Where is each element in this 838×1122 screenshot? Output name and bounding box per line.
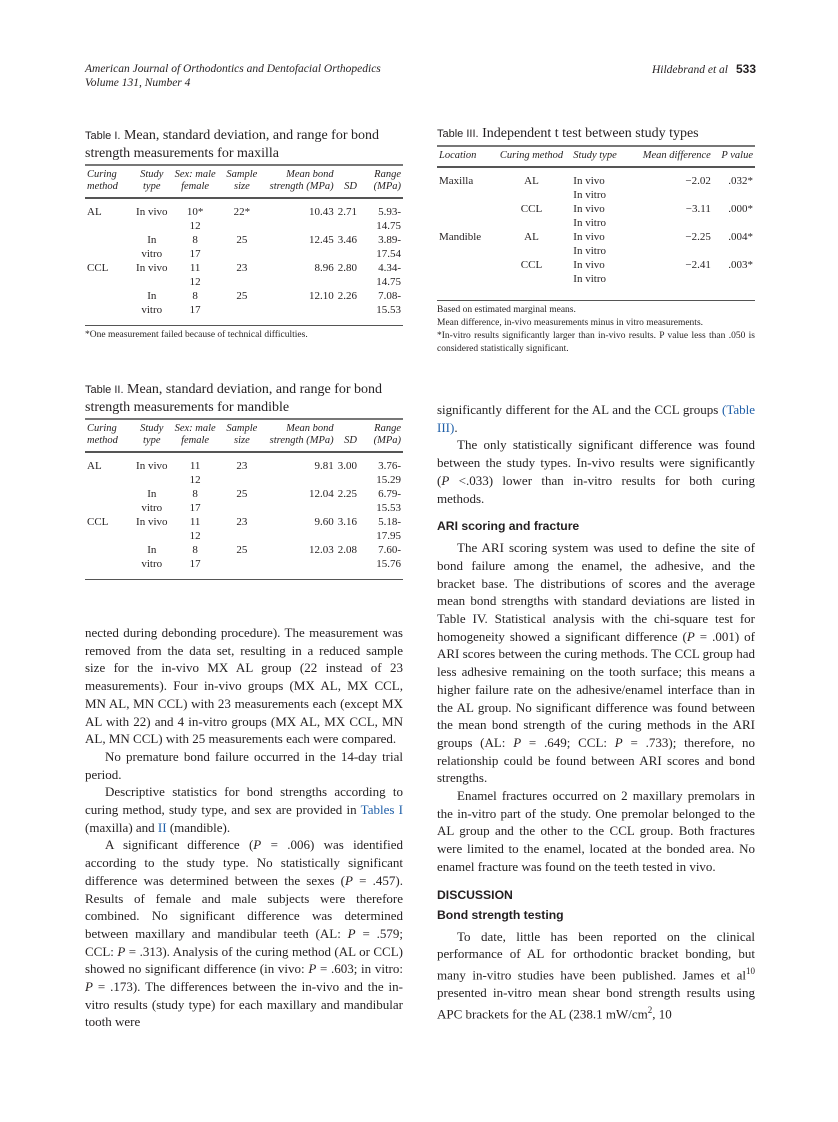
- text-run: P: [344, 872, 353, 888]
- table-row: [85, 452, 403, 487]
- table-cell: [170, 233, 221, 261]
- text-run: P: [441, 472, 450, 488]
- cell-line: In vivo: [573, 203, 605, 215]
- text-run: , 10: [652, 1006, 672, 1022]
- table-1-caption: [85, 127, 403, 162]
- table-3: [437, 125, 755, 356]
- text-run: <.033) lower than in-vitro results for both curing methods.: [437, 472, 755, 506]
- text-run: P: [513, 734, 522, 750]
- column-header: Mean difference: [627, 147, 712, 167]
- text-run: A significant difference (: [105, 837, 254, 853]
- cell-line: 12: [189, 474, 201, 486]
- column-header: Study type: [571, 147, 627, 167]
- text-run: (mandible).: [166, 819, 231, 835]
- table-cell: 8.96: [314, 262, 334, 274]
- table-cell: In vitro: [141, 290, 163, 316]
- table-cell: 12.03: [308, 544, 334, 556]
- cell-line: 12: [189, 276, 201, 288]
- table-row: [85, 515, 403, 543]
- body-paragraph: [85, 748, 403, 783]
- table-cell: Mandible: [439, 231, 482, 243]
- table-cell: Maxilla: [439, 175, 474, 187]
- table-cell: 2.25: [337, 488, 357, 500]
- header-row: [85, 166, 403, 198]
- text-run: P: [347, 925, 356, 941]
- text-run: (maxilla) and: [85, 819, 158, 835]
- table-cell: −3.11: [685, 203, 711, 215]
- table-cell: .004*: [728, 231, 753, 243]
- table-row: [437, 258, 755, 294]
- table-cell: 3.16: [337, 516, 357, 528]
- body-paragraph: [85, 783, 403, 836]
- cell-line: 17: [189, 304, 201, 316]
- table-cell: 9.60: [314, 516, 334, 528]
- table-row: [85, 233, 403, 261]
- column-header: Mean bond strength (MPa): [263, 166, 335, 198]
- cell-line: 17: [189, 558, 201, 570]
- footnote: Based on estimated marginal means.: [437, 305, 576, 315]
- authors: Hildebrand et al: [651, 64, 728, 76]
- table-cell: 2.08: [337, 544, 357, 556]
- table-cell: [170, 543, 221, 579]
- column-header: Curing method: [492, 147, 572, 167]
- table-cell: [85, 289, 134, 325]
- table-cell: [170, 289, 221, 325]
- table-cell: [170, 515, 221, 543]
- text-run: = .001) of ARI scores between the curing methods. The CCL group had less adhesive remaining on the tooth surface; this means a higher failure rate on the adhesive/enamel interface than in the AL group. No significant difference was found between the mean bond strength of the curing methods in the ARI groups (AL:: [437, 628, 755, 750]
- table-3-grid: [437, 147, 755, 294]
- footnote: Mean difference, in-vivo measurements minus in vitro measurements.: [437, 318, 704, 328]
- column-header: Mean bond strength (MPa): [263, 420, 335, 452]
- column-header: Sex: male female: [170, 420, 221, 452]
- table-cell: 23: [236, 516, 248, 528]
- section-heading: DISCUSSION: [437, 887, 513, 902]
- table-cell: In vitro: [141, 544, 163, 570]
- table-row: [437, 167, 755, 202]
- table-3-footnotes: [437, 300, 755, 356]
- running-header-journal: [85, 62, 381, 90]
- table-cell: In vivo: [136, 262, 168, 274]
- table-cell: [437, 258, 492, 294]
- table-cell: In vitro: [141, 234, 163, 260]
- table-cell: 25: [236, 488, 248, 500]
- table-cell: CCL: [520, 259, 543, 271]
- cell-line: 8: [192, 234, 198, 246]
- table-1: [85, 127, 403, 342]
- table-cell: [437, 202, 492, 230]
- header-row: [85, 420, 403, 452]
- table-cell: .032*: [728, 175, 753, 187]
- text-run: = .649; CCL:: [521, 734, 615, 750]
- text-run: P: [686, 628, 695, 644]
- cell-line: 8: [192, 290, 198, 302]
- text-run: = .579; CCL:: [85, 925, 403, 959]
- body-paragraph: [85, 836, 403, 1031]
- body-paragraph: [437, 401, 755, 436]
- table-cell: 4.34-14.75: [376, 262, 401, 288]
- table-cell: CCL: [87, 516, 109, 528]
- text-run: = .603; in vitro:: [316, 961, 403, 977]
- cell-line: 8: [192, 488, 198, 500]
- column-header: Study type: [134, 420, 170, 452]
- table-cell: −2.25: [685, 231, 711, 243]
- table-row: [85, 289, 403, 325]
- table-cell: [170, 261, 221, 289]
- table-cell: [85, 487, 134, 515]
- table-cell: 2.80: [337, 262, 357, 274]
- table-2-grid: [85, 420, 403, 579]
- column-header: SD: [336, 166, 359, 198]
- cell-line: 11: [189, 460, 201, 472]
- table-cell: AL: [87, 206, 102, 218]
- table-cell: 3.76-15.29: [376, 460, 401, 486]
- column-header: Range (MPa): [359, 166, 403, 198]
- running-header-authors: [652, 62, 756, 77]
- table-label: Table III.: [437, 128, 479, 140]
- table-label: Table I.: [85, 130, 121, 142]
- table-title: Independent t test between study types: [482, 126, 699, 141]
- cell-line: 11: [189, 516, 201, 528]
- table-row: [85, 543, 403, 579]
- column-header: Location: [437, 147, 492, 167]
- table-cell: 25: [236, 234, 248, 246]
- text-run: Descriptive statistics for bond strengths according to curing method, study type, and sex are provided in: [85, 784, 403, 818]
- cell-line: 10*: [186, 206, 204, 218]
- footnote: *In-vitro results significantly larger than in-vivo results. P value less than .050 is considered statistically significant.: [437, 331, 755, 354]
- table-cell: 2.26: [337, 290, 357, 302]
- table-cell: 7.08-15.53: [376, 290, 401, 316]
- body-paragraph: [85, 624, 403, 748]
- body-paragraph: [437, 539, 755, 787]
- table-1-footnote: *One measurement failed because of technical difficulties.: [85, 325, 403, 342]
- column-header: P value: [713, 147, 755, 167]
- table-cell: 23: [236, 262, 248, 274]
- table-2-bottom-rule: [85, 579, 403, 580]
- body-paragraph: [437, 928, 755, 1023]
- table-1-grid: [85, 166, 403, 325]
- left-column-text: [85, 624, 403, 1031]
- text-run: P: [117, 943, 126, 959]
- table-cell: −2.41: [685, 259, 711, 271]
- cell-line: 17: [189, 248, 201, 260]
- cell-line: In vitro: [573, 273, 606, 285]
- table-cell: [170, 452, 221, 487]
- cell-line: 12: [189, 530, 201, 542]
- cell-line: 12: [189, 220, 201, 232]
- table-cell: 10.43: [308, 206, 334, 218]
- table-title: Mean, standard deviation, and range for bond strength measurements for maxilla: [85, 128, 379, 161]
- cell-line: In vivo: [573, 259, 605, 271]
- table-cell: [85, 543, 134, 579]
- table-title: Mean, standard deviation, and range for bond strength measurements for mandible: [85, 382, 383, 415]
- table-cell: [170, 487, 221, 515]
- column-header: Sample size: [220, 166, 263, 198]
- text-run: No premature bond failure occurred in the 14-day trial period.: [85, 748, 403, 782]
- table-row: [437, 202, 755, 230]
- text-run: .: [454, 419, 458, 435]
- text-run: P: [308, 961, 317, 977]
- column-header: Sex: male female: [170, 166, 221, 198]
- text-run: The ARI scoring system was used to define the site of bond failure among the enamel, the adhesive, and the bracket base. The distributions of scores and the average mean bond strengths with standard deviations are listed in Table IV. Statistical analysis with the chi-square test for homogeneity showed a significant difference (: [437, 540, 755, 644]
- text-run: Enamel fractures occurred on 2 maxillary premolars in the in-vitro part of the study. One premolar belonged to the AL group and the other to the CCL group. Both fractures were limited to the enamel, located at the bonded area. No enamel fracture was found on the teeth tested in vivo.: [437, 788, 755, 874]
- text-run: The only statistically significant difference was found between the study types. In-vivo results were significantly (: [437, 437, 755, 488]
- section-heading: Bond strength testing: [437, 907, 564, 922]
- column-header: Range (MPa): [359, 420, 403, 452]
- cell-line: 8: [192, 544, 198, 556]
- text-run: = .173). The differences between the in-vivo and the in-vitro results (study type) for each maxillary and mandibular tooth were: [85, 979, 403, 1030]
- cross-reference-link[interactable]: II: [157, 819, 167, 835]
- cell-line: In vivo: [573, 175, 605, 187]
- column-header: Study type: [134, 166, 170, 198]
- page-number: 533: [735, 62, 756, 76]
- text-run: = .457). Results of female and male subjects were therefore combined. No significant difference was determined between maxillary and mandibular teeth (AL:: [85, 872, 403, 941]
- column-header: Curing method: [85, 420, 134, 452]
- text-run: presented in-vitro mean shear bond strength results using APC brackets for the AL (238.1 mW/cm: [437, 985, 755, 1022]
- table-cell: 6.79-15.53: [376, 488, 401, 514]
- table-cell: 7.60-15.76: [376, 544, 401, 570]
- superscript: 10: [746, 965, 755, 976]
- table-cell: 12.45: [308, 234, 334, 246]
- table-row: [85, 487, 403, 515]
- table-cell: In vivo: [136, 516, 168, 528]
- table-cell: 22*: [233, 206, 251, 218]
- table-label: Table II.: [85, 384, 124, 396]
- text-run: = .313). Analysis of the curing method (AL or CCL) showed no significant difference (in vivo:: [85, 943, 403, 977]
- superscript: 2: [647, 1004, 653, 1015]
- table-row: [85, 198, 403, 233]
- table-cell: AL: [524, 231, 539, 243]
- table-cell: 5.18-17.95: [376, 516, 401, 542]
- table-cell: [170, 198, 221, 233]
- table-cell: .000*: [728, 203, 753, 215]
- body-paragraph: [437, 436, 755, 507]
- table-cell: 25: [236, 290, 248, 302]
- column-header: Curing method: [85, 166, 134, 198]
- cell-line: 17: [189, 502, 201, 514]
- table-cell: 3.00: [337, 460, 357, 472]
- table-cell: In vivo: [136, 460, 168, 472]
- journal-title: American Journal of Orthodontics and Dentofacial Orthopedics: [85, 63, 381, 75]
- cross-reference-link[interactable]: (Table III): [437, 402, 755, 435]
- table-cell: [571, 258, 627, 294]
- text-run: = .006) was identified according to the study type. No statistically significant difference was determined between the sexes (: [85, 837, 403, 888]
- table-cell: −2.02: [685, 175, 711, 187]
- text-run: significantly different for the AL and the CCL groups: [437, 402, 722, 417]
- table-cell: CCL: [87, 262, 109, 274]
- table-row: [437, 230, 755, 258]
- table-cell: 5.93-14.75: [376, 206, 401, 232]
- table-cell: [571, 202, 627, 230]
- cell-line: 11: [189, 262, 201, 274]
- section-heading: ARI scoring and fracture: [437, 519, 580, 534]
- table-cell: 3.89-17.54: [376, 234, 401, 260]
- table-row: [85, 261, 403, 289]
- journal-volume: Volume 131, Number 4: [85, 77, 191, 89]
- table-cell: 2.71: [337, 206, 357, 218]
- cell-line: In vitro: [573, 245, 606, 257]
- table-cell: 12.10: [308, 290, 334, 302]
- column-header: Sample size: [220, 420, 263, 452]
- table-2-caption: [85, 381, 403, 416]
- table-2: [85, 381, 403, 580]
- table-cell: 25: [236, 544, 248, 556]
- table-cell: [85, 233, 134, 261]
- table-cell: 9.81: [314, 460, 334, 472]
- table-3-caption: [437, 125, 755, 143]
- text-run: P: [85, 979, 93, 995]
- cross-reference-link[interactable]: Tables I: [360, 802, 403, 818]
- table-cell: 3.46: [337, 234, 357, 246]
- table-cell: 23: [236, 460, 248, 472]
- text-run: = .733); therefore, no relationship could be found between ARI scores and bond strengths.: [437, 734, 755, 786]
- right-column-text: [437, 401, 755, 1023]
- table-cell: [571, 167, 627, 202]
- cell-line: In vivo: [573, 231, 605, 243]
- text-run: To date, little has been reported on the clinical performance of AL for orthodontic bracket bonding, but many in-vitro studies have been published. James et al: [437, 928, 755, 983]
- cell-line: In vitro: [573, 217, 606, 229]
- table-cell: CCL: [520, 203, 543, 215]
- table-cell: [571, 230, 627, 258]
- text-run: nected during debonding procedure). The measurement was removed from the data set, resulting in a reduced sample size for the in-vivo MX AL group (22 instead of 23 measurements). Four in-vivo groups (MX AL, MX CCL, MN AL, MN CCL) with 23 measurements each (except MX AL with 22) and 4 in-vitro groups (MX AL, MX CCL, MN AL, MN CCL) with 25 measurements each were compared.: [85, 625, 403, 747]
- text-run: P: [253, 837, 262, 853]
- column-header: SD: [336, 420, 359, 452]
- body-paragraph: [437, 787, 755, 876]
- table-cell: 12.04: [308, 488, 334, 500]
- table-cell: In vitro: [141, 488, 163, 514]
- text-run: P: [614, 734, 623, 750]
- table-cell: .003*: [728, 259, 753, 271]
- table-cell: In vivo: [136, 206, 168, 218]
- table-cell: AL: [524, 175, 539, 187]
- header-row: [437, 147, 755, 167]
- cell-line: In vitro: [573, 189, 606, 201]
- table-cell: AL: [87, 460, 102, 472]
